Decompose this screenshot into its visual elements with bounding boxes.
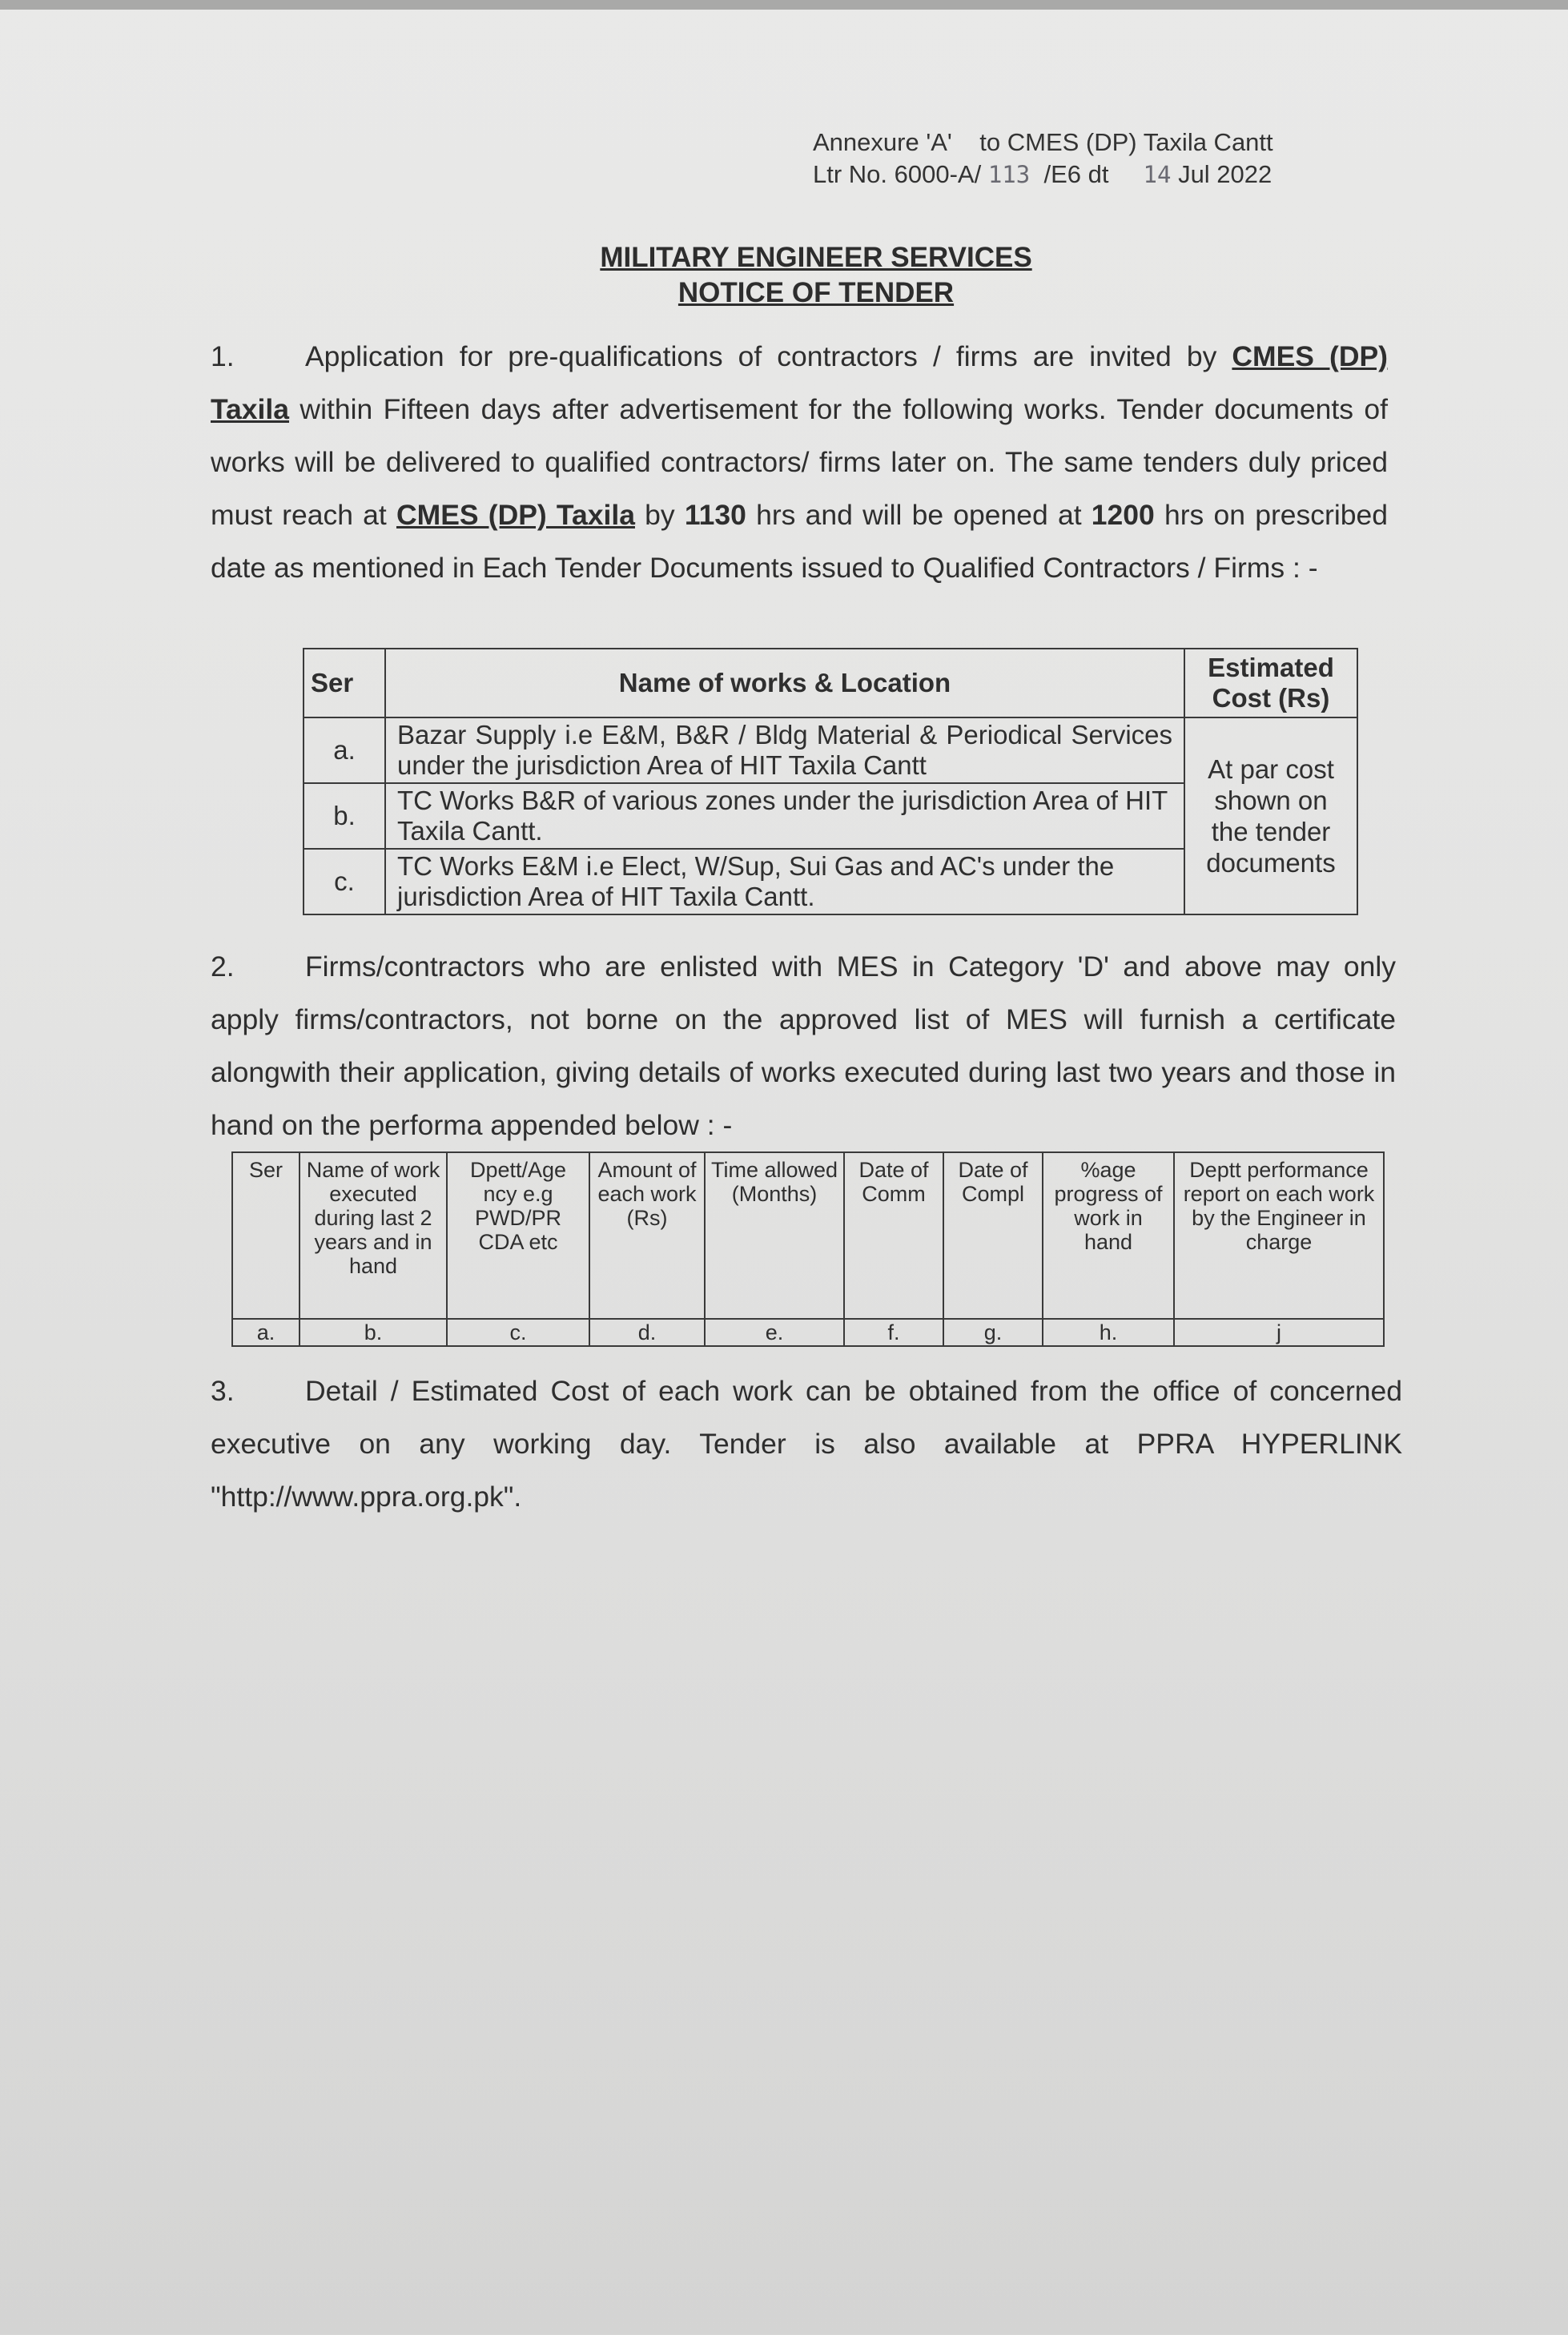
table-header-row <box>304 649 1357 717</box>
table-row <box>304 717 1357 783</box>
para-text: Application for pre-qualifications of contractors / firms are invited by <box>305 340 1232 372</box>
index-cell: a. <box>232 1319 300 1346</box>
document-page <box>0 10 1568 2335</box>
para-text: within Fifteen days after advertisement for the following works. Tender documents of works will be delivered to qualified contractors/ firms later on. The same tenders duly priced must reach at <box>211 393 1388 531</box>
header-ser: Ser <box>304 649 385 717</box>
letter-middle: /E6 dt <box>1030 160 1144 188</box>
index-cell: h. <box>1043 1319 1174 1346</box>
row-ser: c. <box>304 849 385 914</box>
header-cell: Date of Compl <box>943 1152 1043 1319</box>
title-mes: MILITARY ENGINEER SERVICES <box>600 242 1032 273</box>
annexure-line: Annexure 'A' to CMES (DP) Taxila Cantt <box>813 128 1273 156</box>
index-row <box>232 1319 1384 1346</box>
cost-note: At par cost shown on the tender documents <box>1184 717 1357 914</box>
para-text: Detail / Estimated Cost of each work can be obtained from the office of concerned executive on any working day. Tender is also available at PPRA HYPERLINK "http://www.ppra.org.pk". <box>211 1375 1402 1513</box>
para-number: 3. <box>211 1375 235 1407</box>
header-name: Name of works & Location <box>385 649 1184 717</box>
para-text: by <box>634 499 685 531</box>
header-cell: Name of work executed during last 2 years and in hand <box>300 1152 447 1319</box>
header-cell: Deptt performance report on each work by the Engineer in charge <box>1174 1152 1384 1319</box>
row-ser: a. <box>304 717 385 783</box>
row-work-name: TC Works E&M i.e Elect, W/Sup, Sui Gas and AC's under the jurisdiction Area of HIT Taxila Cantt. <box>385 849 1184 914</box>
row-work-name: TC Works B&R of various zones under the jurisdiction Area of HIT Taxila Cantt. <box>385 783 1184 849</box>
header-cell: Time allowed (Months) <box>705 1152 844 1319</box>
para-text: hrs and will be opened at <box>746 499 1092 531</box>
para-text: Firms/contractors who are enlisted with MES in Category 'D' and above may only apply firms/contractors, not borne on the approved list of MES will furnish a certificate alongwith their application, giving details of works executed during last two years and those in hand on the performa appended below : - <box>211 950 1396 1141</box>
paragraph-1 <box>211 330 1388 594</box>
row-work-name: Bazar Supply i.e E&M, B&R / Bldg Material & Periodical Services under the jurisdiction Area of HIT Taxila Cantt <box>385 717 1184 783</box>
row-ser: b. <box>304 783 385 849</box>
header-cell: Amount of each work (Rs) <box>589 1152 705 1319</box>
works-table <box>303 648 1358 915</box>
opening-time: 1200 <box>1091 499 1155 531</box>
org-name: CMES (DP) Taxila <box>396 499 635 531</box>
index-cell: b. <box>300 1319 447 1346</box>
header-cell: Date of Comm <box>844 1152 943 1319</box>
index-cell: c. <box>447 1319 589 1346</box>
annexure-reference <box>813 127 1273 191</box>
header-cell: Ser <box>232 1152 300 1319</box>
index-cell: f. <box>844 1319 943 1346</box>
table-header-row <box>232 1152 1384 1319</box>
header-cell: %age progress of work in hand <box>1043 1152 1174 1319</box>
letter-date: Jul 2022 <box>1171 160 1272 188</box>
title-notice: NOTICE OF TENDER <box>677 277 955 308</box>
top-edge <box>0 0 1568 10</box>
paragraph-2 <box>211 940 1396 1151</box>
index-cell: j <box>1174 1319 1384 1346</box>
para-number: 1. <box>211 340 235 372</box>
index-cell: d. <box>589 1319 705 1346</box>
submit-time: 1130 <box>684 499 746 531</box>
index-cell: e. <box>705 1319 844 1346</box>
letter-prefix: Ltr No. 6000-A/ <box>813 160 988 188</box>
handwritten-day: 14 <box>1143 161 1172 188</box>
org-name: CMES (DP) Taxila <box>211 340 1389 425</box>
header-cost: Estimated Cost (Rs) <box>1184 649 1357 717</box>
header-cell: Dpett/Age ncy e.g PWD/PR CDA etc <box>447 1152 589 1319</box>
paragraph-3 <box>211 1364 1402 1523</box>
para-text: hrs on prescribed date as mentioned in Each Tender Documents issued to Qualified Contractors / Firms : - <box>211 499 1388 584</box>
index-cell: g. <box>943 1319 1043 1346</box>
performa-table <box>231 1151 1385 1347</box>
para-number: 2. <box>211 950 235 983</box>
handwritten-letter-number: 113 <box>987 161 1031 188</box>
